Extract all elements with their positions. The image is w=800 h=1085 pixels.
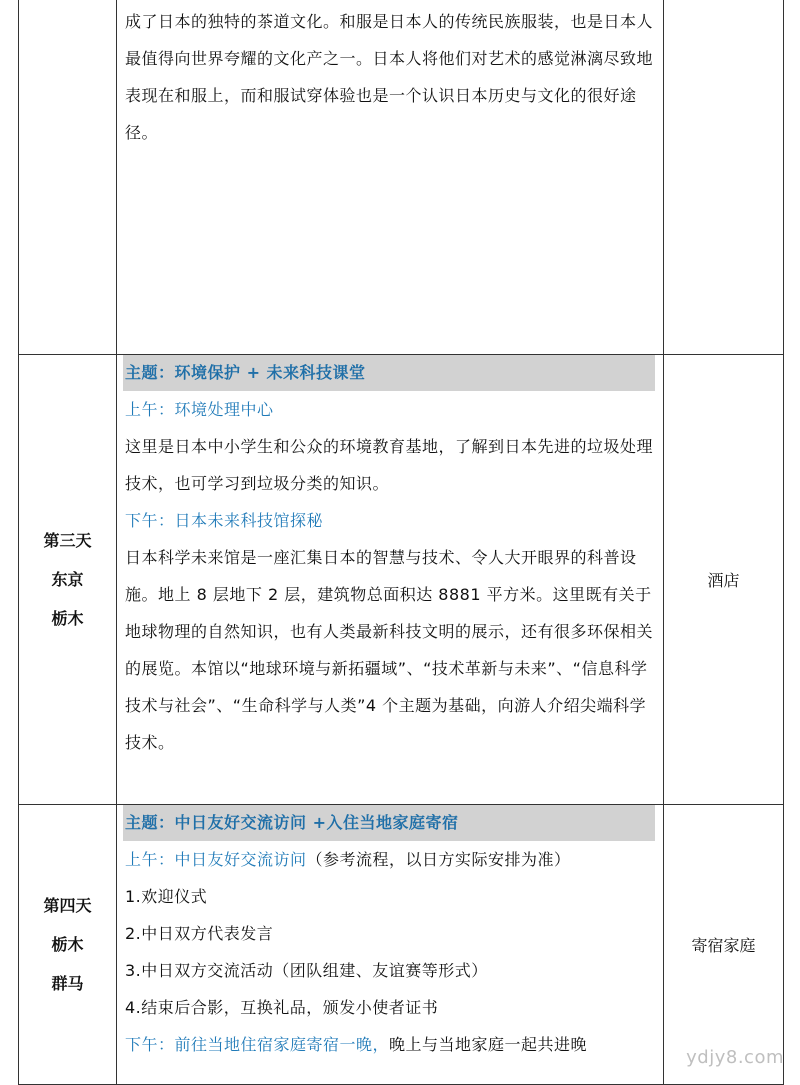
list-item: 4.结束后合影，互换礼品，颁发小使者证书 xyxy=(125,998,439,1017)
table-row xyxy=(19,0,784,355)
afternoon-line xyxy=(125,1026,655,1063)
morning-note: （参考流程，以日方实际安排为准） xyxy=(306,850,571,869)
morning-line xyxy=(125,841,655,878)
day-cell xyxy=(19,355,117,805)
morning-title: 上午：环境处理中心 xyxy=(125,400,274,419)
afternoon-text: 日本科学未来馆是一座汇集日本的智慧与技术、令人大开眼界的科普设施。地上 8 层地下 2 层，建筑物总面积达 8881 平方米。这里既有关于地球物理的自然知识，也有人类最新科技文明的展示，还有很多环保相关的展览。本馆以“地球环境与新拓疆域”、“技术革新与未来”、“信息科学技术与社会”、“生命科学与人类”4 个主题为基础，向游人介绍尖端科学技术。 xyxy=(125,548,654,752)
table-row xyxy=(19,805,784,1085)
morning-title: 上午：中日友好交流访问 xyxy=(125,850,307,869)
day-city: 栃木 xyxy=(51,609,84,628)
content-cell xyxy=(117,355,664,805)
accommodation-label: 寄宿家庭 xyxy=(691,936,756,955)
day-city: 群马 xyxy=(51,974,84,993)
list-item: 2.中日双方代表发言 xyxy=(125,924,274,943)
list-item: 3.中日双方交流活动（团队组建、友谊赛等形式） xyxy=(125,961,488,980)
paragraph: 成了日本的独特的茶道文化。和服是日本人的传统民族服装，也是日本人最值得向世界夸耀的文化产之一。日本人将他们对艺术的感觉淋漓尽致地表现在和服上，而和服试穿体验也是一个认识日本历史与文化的很好途径。 xyxy=(125,12,654,142)
afternoon-rest: 晚上与当地家庭一起共进晚 xyxy=(389,1035,588,1054)
accommodation-cell xyxy=(664,0,784,355)
day-city: 东京 xyxy=(51,570,84,589)
itinerary-table xyxy=(18,0,784,1085)
list-item: 1.欢迎仪式 xyxy=(125,887,208,906)
day-label: 第四天 xyxy=(43,896,92,915)
day-city: 栃木 xyxy=(51,935,84,954)
accommodation-cell xyxy=(664,805,784,1085)
afternoon-title: 下午：前往当地住宿家庭寄宿一晚， xyxy=(125,1035,390,1054)
day-label: 第三天 xyxy=(43,531,92,550)
table-row xyxy=(19,355,784,805)
theme-heading: 主题：环境保护 + 未来科技课堂 xyxy=(123,355,655,391)
watermark: ydjy8.com xyxy=(686,1047,784,1068)
theme-heading: 主题：中日友好交流访问 +入住当地家庭寄宿 xyxy=(123,805,655,841)
afternoon-title: 下午：日本未来科技馆探秘 xyxy=(125,511,324,530)
content-cell xyxy=(117,805,664,1085)
morning-text: 这里是日本中小学生和公众的环境教育基地，了解到日本先进的垃圾处理技术，也可学习到垃圾分类的知识。 xyxy=(125,437,654,493)
accommodation-cell xyxy=(664,355,784,805)
day-cell xyxy=(19,805,117,1085)
accommodation-label: 酒店 xyxy=(707,571,740,590)
content-cell xyxy=(117,0,664,355)
day-cell xyxy=(19,0,117,355)
